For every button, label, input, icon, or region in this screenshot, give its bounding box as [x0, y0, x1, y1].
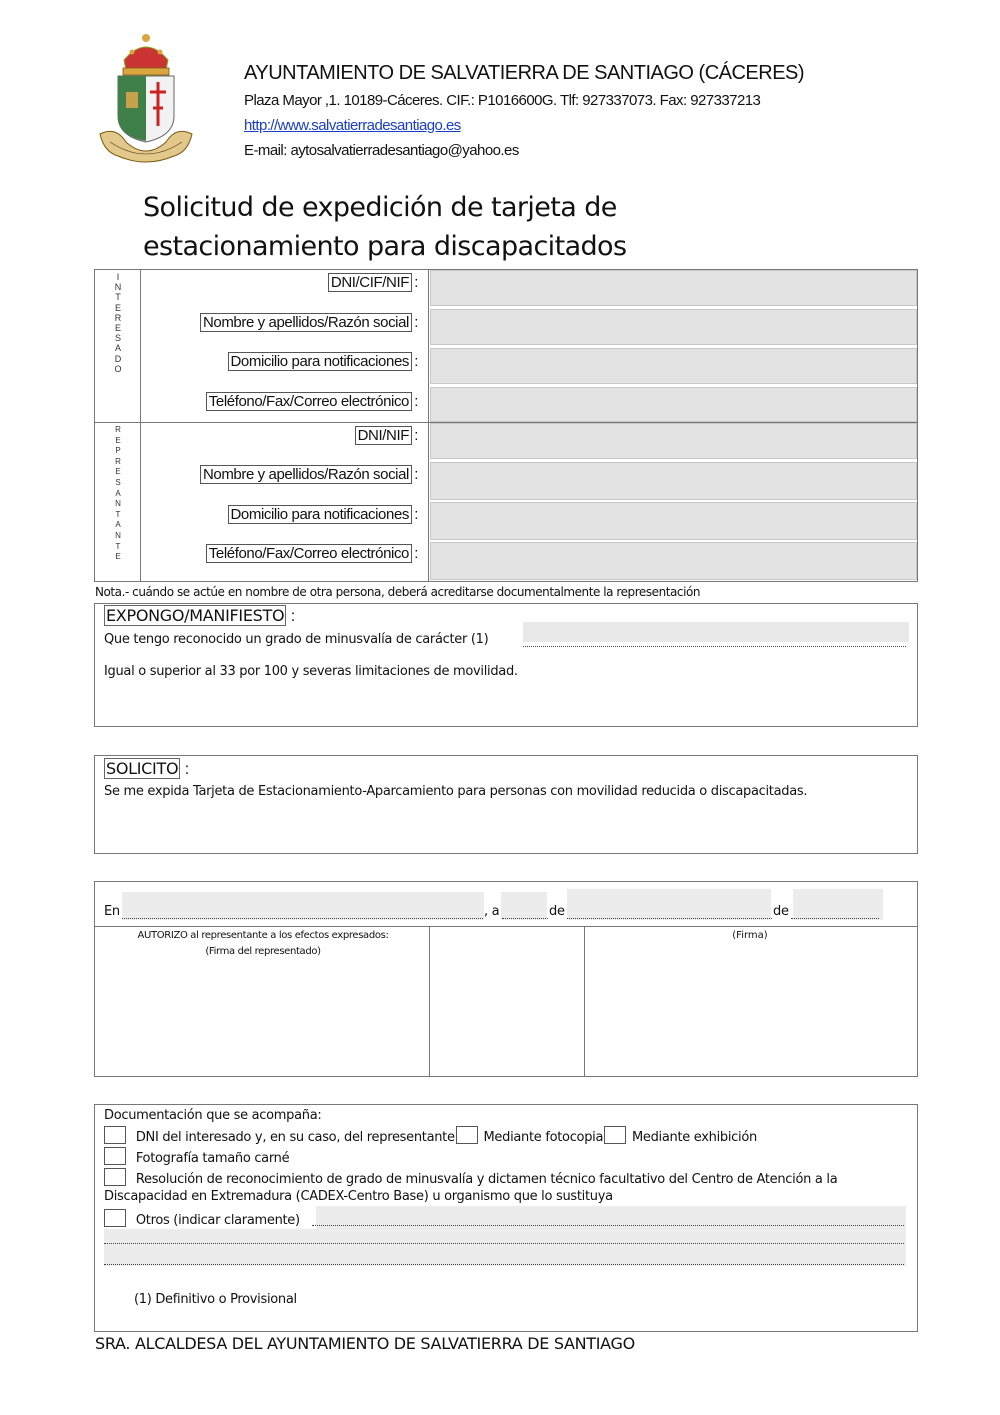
- representante-nombre-input[interactable]: [430, 462, 917, 500]
- fotocopia-checkbox[interactable]: [456, 1126, 478, 1144]
- documentation-heading: Documentación que se acompaña:: [104, 1108, 322, 1123]
- org-email: E-mail: aytosalvatierradesantiago@yahoo.es: [244, 142, 519, 159]
- year-input[interactable]: [793, 889, 883, 920]
- place-input[interactable]: [122, 892, 484, 920]
- column-divider: [428, 270, 429, 581]
- resolucion-label: Resolución de reconocimiento de grado de minusvalía y dictamen técnico facultativo del Centro de Atención a la: [135, 1172, 838, 1187]
- fotocopia-label: Mediante fotocopia: [483, 1130, 604, 1145]
- org-name: AYUNTAMIENTO DE SALVATIERRA DE SANTIAGO (CÁCERES): [244, 62, 805, 84]
- representante-dni-input[interactable]: [430, 423, 917, 459]
- dni-label: DNI del interesado y, en su caso, del representante: [135, 1130, 455, 1145]
- interesado-telefono-input[interactable]: [430, 387, 917, 422]
- document-title-line2: estacionamiento para discapacitados: [143, 231, 627, 262]
- solicito-text: Se me expida Tarjeta de Estacionamiento-Aparcamiento para personas con movilidad reducida o discapacitadas.: [104, 784, 808, 799]
- solicito-heading: SOLICITO: [106, 759, 179, 778]
- expongo-line2: Igual o superior al 33 por 100 y severas limitaciones de movilidad.: [104, 664, 518, 679]
- autorizo-text: AUTORIZO al representante a los efectos expresados:: [137, 930, 389, 941]
- interesado-dni-input[interactable]: [430, 270, 917, 306]
- firma-representado-text: (Firma del representado): [205, 946, 321, 957]
- municipal-crest: [96, 30, 196, 166]
- field-label-domicilio: Domicilio para notificaciones :: [228, 352, 413, 371]
- otros-label: Otros (indicar claramente): [135, 1213, 300, 1228]
- resolucion-checkbox[interactable]: [104, 1168, 126, 1186]
- interesado-domicilio-input[interactable]: [430, 348, 917, 384]
- addressee: SRA. ALCALDESA DEL AYUNTAMIENTO DE SALVATIERRA DE SANTIAGO: [95, 1334, 635, 1353]
- field-label-dni: DNI/NIF :: [355, 426, 412, 445]
- field-label-telefono: Teléfono/Fax/Correo electrónico :: [206, 544, 412, 563]
- field-label-nombre: Nombre y apellidos/Razón social :: [200, 313, 412, 332]
- footnote: (1) Definitivo o Provisional: [134, 1292, 297, 1307]
- representation-note: Nota.- cuándo se actúe en nombre de otra persona, deberá acreditarse documentalmente la representación: [95, 585, 700, 599]
- dni-checkbox[interactable]: [104, 1126, 126, 1144]
- de1-label: de: [549, 904, 565, 919]
- month-input[interactable]: [567, 889, 771, 920]
- representante-domicilio-input[interactable]: [430, 502, 917, 540]
- otros-checkbox[interactable]: [104, 1209, 126, 1227]
- exhibicion-checkbox[interactable]: [604, 1126, 626, 1144]
- field-label-dni: DNI/CIF/NIF :: [328, 273, 412, 292]
- grado-minusvalia-input[interactable]: [523, 622, 909, 642]
- de2-label: de: [773, 904, 789, 919]
- resolucion-label-cont: Discapacidad en Extremadura (CADEX-Centro Base) u organismo que lo sustituya: [104, 1189, 613, 1204]
- solicito-section: SOLICITO : Se me expida Tarjeta de Estacionamiento-Aparcamiento para personas con movilidad reducida o discapacitadas.: [94, 755, 918, 854]
- expongo-heading: EXPONGO/MANIFIESTO: [106, 606, 285, 625]
- interesado-nombre-input[interactable]: [430, 309, 917, 345]
- org-website-link[interactable]: http://www.salvatierradesantiago.es: [244, 117, 461, 134]
- grado-minusvalia-dotted-line: [523, 646, 906, 647]
- interesado-vertical-label: I N T E R E S A D O: [114, 272, 122, 374]
- representante-vertical-label: R E P R E S A N T A N T E: [115, 425, 121, 562]
- day-input[interactable]: [501, 892, 547, 920]
- signature-area[interactable]: [585, 946, 916, 1075]
- field-label-domicilio: Domicilio para notificaciones :: [228, 505, 413, 524]
- foto-label: Fotografía tamaño carné: [135, 1151, 290, 1166]
- exhibicion-label: Mediante exhibición: [631, 1130, 757, 1145]
- firma-text: (Firma): [732, 930, 768, 941]
- otros-input-extra[interactable]: [104, 1229, 906, 1266]
- document-title-line1: Solicitud de expedición de tarjeta de: [143, 192, 617, 223]
- foto-checkbox[interactable]: [104, 1147, 126, 1165]
- expongo-line1: Que tengo reconocido un grado de minusvalía de carácter (1): [104, 632, 489, 647]
- a-label: , a: [484, 904, 500, 919]
- field-label-telefono: Teléfono/Fax/Correo electrónico :: [206, 392, 412, 411]
- en-label: En: [104, 904, 120, 919]
- represented-signature-area[interactable]: [96, 962, 428, 1075]
- org-address: Plaza Mayor ,1. 10189-Cáceres. CIF.: P1016600G. Tlf: 927337073. Fax: 927337213: [244, 92, 761, 109]
- representante-telefono-input[interactable]: [430, 542, 917, 580]
- field-label-nombre: Nombre y apellidos/Razón social :: [200, 465, 412, 484]
- expongo-section: EXPONGO/MANIFIESTO : Que tengo reconocido un grado de minusvalía de carácter (1) Igual o superior al 33 por 100 y severas limitaciones de movilidad.: [94, 603, 918, 727]
